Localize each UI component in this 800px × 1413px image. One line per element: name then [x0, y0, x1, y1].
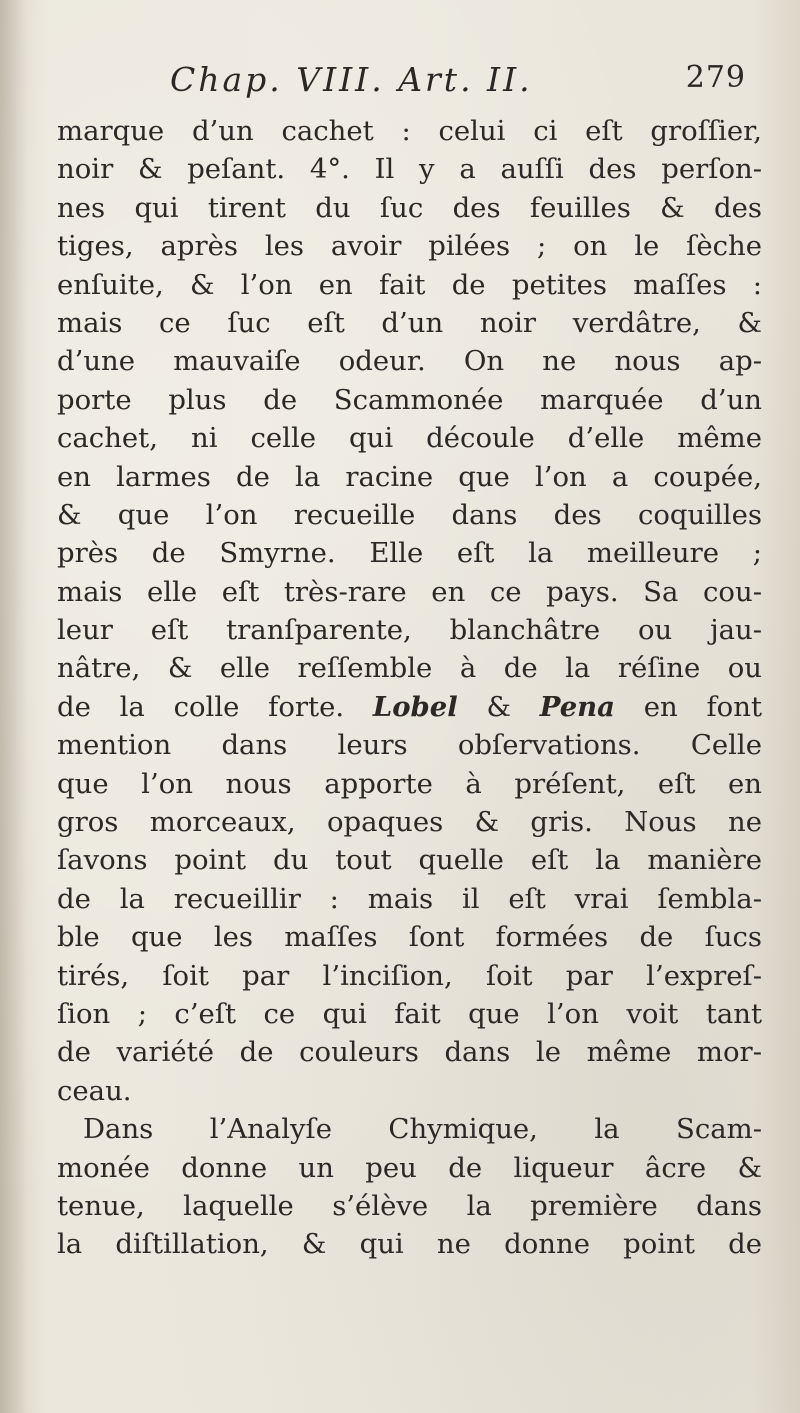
text-line: la diſtillation, & qui ne donne point de: [57, 1228, 762, 1261]
text-line: marque d’un cachet : celui ci eſt groſſier,: [57, 115, 762, 147]
text-line: tirés, ſoit par l’inciſion, ſoit par l’expreſ-: [57, 959, 762, 992]
running-title: Chap. VIII. Art. II.: [170, 60, 533, 99]
page-gutter-shadow: [0, 0, 28, 1413]
body-text: [57, 112, 762, 1264]
text-line: gros morceaux, opaques & gris. Nous ne: [57, 806, 762, 839]
text-line: cachet, ni celle qui découle d’elle même: [57, 422, 762, 455]
text-line: porte plus de Scammonée marquée d’un: [57, 383, 762, 416]
text-line: ceau.: [57, 1074, 132, 1107]
text-line: de la recueillir : mais il eſt vrai ſembla-: [57, 882, 762, 915]
text-line: nâtre, & elle reſſemble à de la réſine ou: [57, 652, 762, 685]
author-name-pena: Pena: [539, 690, 615, 723]
text-line: de variété de couleurs dans le même mor-: [57, 1036, 762, 1069]
page-number: 279: [685, 60, 746, 95]
text-line: en larmes de la racine que l’on a coupée,: [57, 460, 762, 493]
text-line: que l’on nous apporte à préſent, eſt en: [57, 767, 762, 800]
text-line: enſuite, & l’on en fait de petites maſſes :: [57, 268, 762, 301]
text-line: monée donne un peu de liqueur âcre &: [57, 1151, 762, 1184]
text-line: & que l’on recueille dans des coquilles: [57, 498, 762, 531]
text-line: tenue, laquelle s’élève la première dans: [57, 1189, 762, 1222]
text-line: noir & peſant. 4°. Il y a auſſi des perſon-: [57, 153, 762, 186]
text-line: ble que les maſſes ſont formées de ſucs: [57, 921, 762, 954]
ampersand: &: [486, 690, 511, 723]
text-fragment: de la colle forte.: [57, 690, 345, 723]
text-line: Dans l’Analyſe Chymique, la Scam-: [83, 1113, 762, 1146]
text-line: ſavons point du tout quelle eſt la manière: [57, 844, 762, 877]
text-line: ſion ; c’eſt ce qui fait que l’on voit tant: [57, 997, 762, 1030]
text-line: mention dans leurs obſervations. Celle: [57, 729, 762, 762]
text-line: mais ce ſuc eſt d’un noir verdâtre, &: [57, 306, 762, 339]
text-line-with-authors: [57, 688, 762, 726]
running-head: [170, 60, 770, 110]
text-line: d’une mauvaiſe odeur. On ne nous ap-: [57, 345, 762, 378]
text-line: tiges, après les avoir pilées ; on le ſèche: [57, 230, 762, 263]
text-line: leur eſt tranſparente, blanchâtre ou jau-: [57, 614, 762, 647]
text-line: nes qui tirent du ſuc des feuilles & des: [57, 191, 762, 224]
text-line: mais elle eſt très-rare en ce pays. Sa cou-: [57, 575, 762, 608]
text-fragment: en font: [643, 690, 763, 723]
text-line: près de Smyrne. Elle eſt la meilleure ;: [57, 537, 762, 570]
author-name-lobel: Lobel: [372, 690, 458, 723]
